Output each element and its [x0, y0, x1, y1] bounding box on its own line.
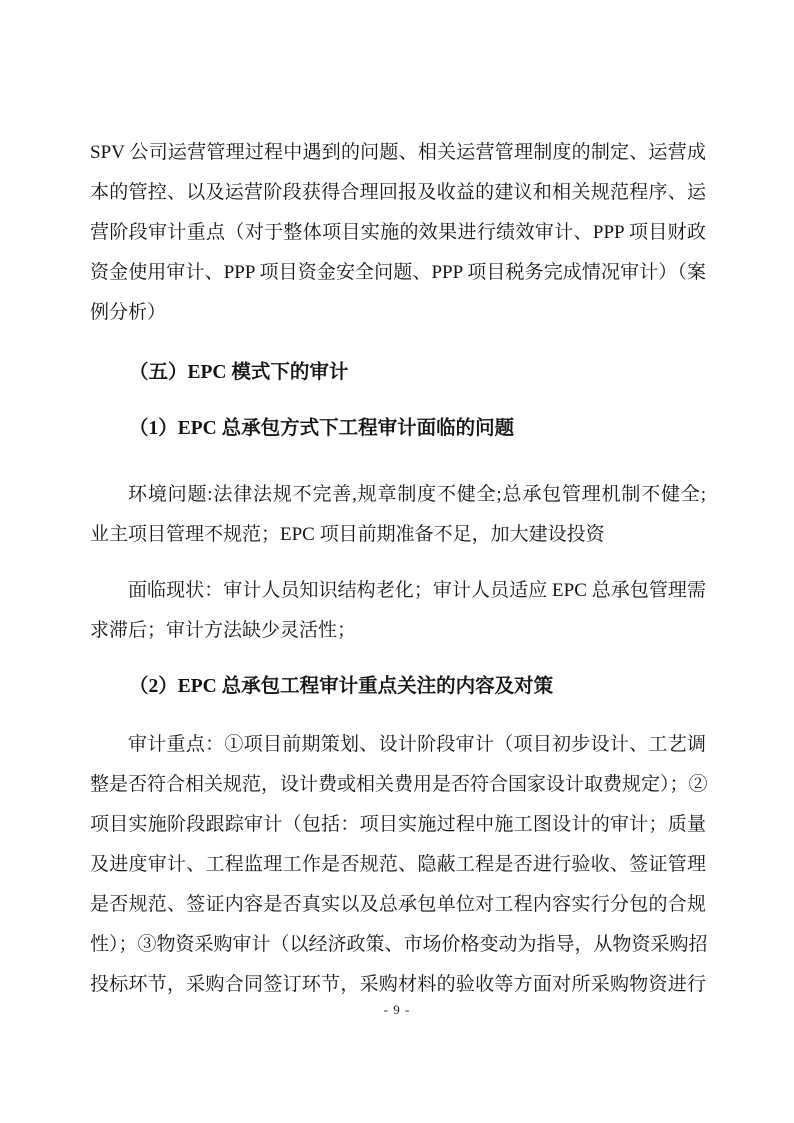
text-line: 业主项目管理不规范；EPC 项目前期准备不足，加大建设投资	[90, 524, 605, 545]
text-line: 例分析）	[90, 302, 167, 323]
text-line: 资金使用审计、PPP 项目资金安全问题、PPP 项目税务完成情况审计）（案	[90, 262, 706, 283]
text-line: 及进度审计、工程监理工作是否规范、隐蔽工程是否进行验收、签证管理	[90, 854, 706, 875]
subsection-heading-problems: （1）EPC 总承包方式下工程审计面临的问题	[129, 418, 515, 439]
paragraph-current-situation	[90, 571, 706, 651]
text-line: 整是否符合相关规范，设计费或相关费用是否符合国家设计取费规定）；②	[90, 774, 708, 795]
text-line: 性）；③物资采购审计（以经济政策、市场价格变动为指导，从物资采购招	[90, 934, 708, 955]
text-line: 本的管控、以及运营阶段获得合理回报及收益的建议和相关规范程序、运	[90, 182, 706, 203]
text-line: 环境问题:法律法规不完善,规章制度不健全;总承包管理机制不健全;	[128, 484, 706, 505]
paragraph-spv-operations	[90, 133, 706, 333]
text-line: 是否规范、签证内容是否真实以及总承包单位对工程内容实行分包的合规	[90, 894, 706, 915]
text-line: 面临现状：审计人员知识结构老化；审计人员适应 EPC 总承包管理需	[128, 580, 706, 601]
text-line: 求滞后；审计方法缺少灵活性；	[90, 620, 357, 641]
text-line: 审计重点：①项目前期策划、设计阶段审计（项目初步设计、工艺调	[128, 734, 706, 755]
paragraph-environment-issues	[90, 475, 706, 555]
text-line: 营阶段审计重点（对于整体项目实施的效果进行绩效审计、PPP 项目财政	[90, 222, 706, 243]
document-body	[90, 133, 706, 1005]
page-number: - 9 -	[383, 1002, 411, 1017]
text-line: SPV 公司运营管理过程中遇到的问题、相关运营管理制度的制定、运营成	[90, 142, 706, 163]
text-line: 项目实施阶段跟踪审计（包括：项目实施过程中施工图设计的审计；质量	[90, 814, 706, 835]
text-line: 投标环节，采购合同签订环节，采购材料的验收等方面对所采购物资进行	[90, 974, 706, 995]
subsection-heading-focus-countermeasures: （2）EPC 总承包工程审计重点关注的内容及对策	[129, 676, 554, 697]
paragraph-audit-focus	[90, 725, 706, 1005]
section-heading-epc-audit: （五）EPC 模式下的审计	[129, 362, 349, 383]
